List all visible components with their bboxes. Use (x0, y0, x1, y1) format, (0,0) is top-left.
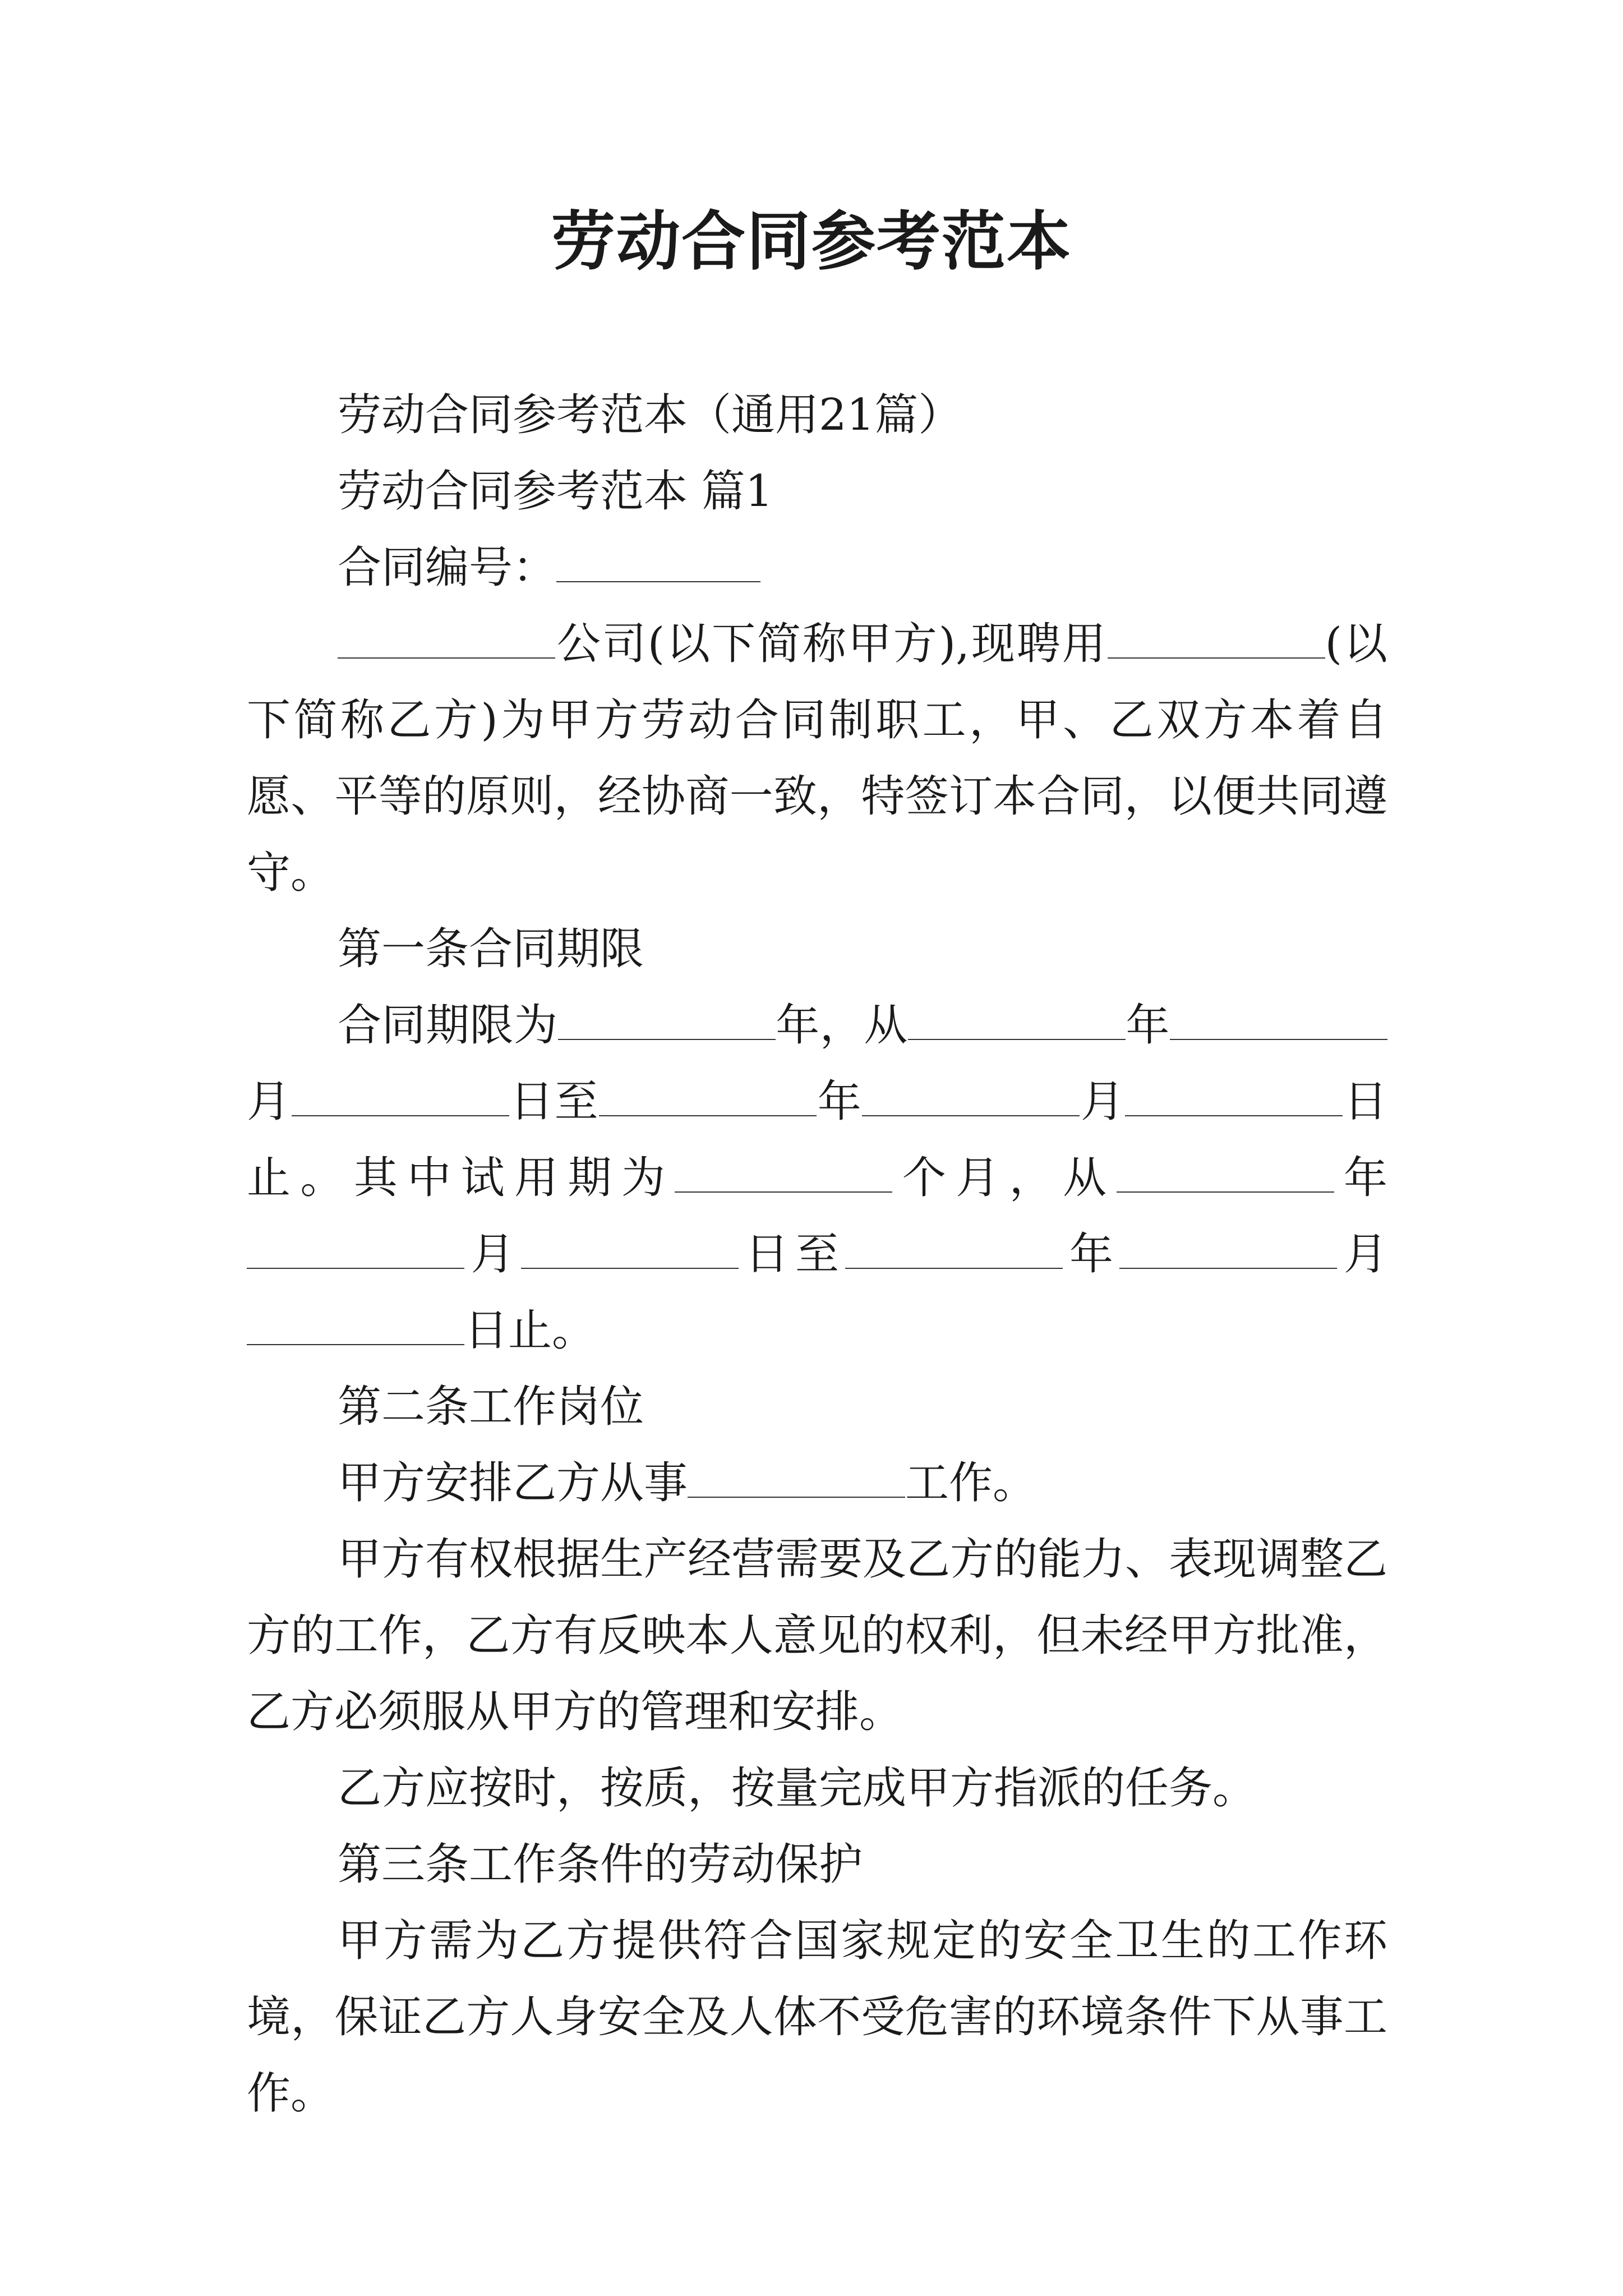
probation-end-month-blank[interactable] (1119, 1234, 1337, 1269)
job-text-2: 工作。 (905, 1458, 1037, 1508)
term-text: 日至 (739, 1229, 846, 1280)
term-text: 年，从 (775, 1000, 908, 1051)
contract-number-line (247, 530, 1387, 606)
end-month-blank[interactable] (862, 1082, 1080, 1116)
probation-start-day-blank[interactable] (521, 1234, 739, 1269)
start-month-blank[interactable] (1170, 1005, 1387, 1040)
term-text: 年 (1125, 1000, 1170, 1051)
job-text-1: 甲方安排乙方从事 (338, 1458, 688, 1508)
probation-start-month-blank[interactable] (247, 1234, 464, 1269)
company-name-blank[interactable] (338, 624, 555, 659)
parties-text-1: 公司(以下简称甲方),现聘用 (555, 619, 1108, 669)
term-text: 年 (817, 1076, 863, 1127)
term-text: 日止。其中试用期为 (247, 1076, 1387, 1203)
article-heading: 第三条工作条件的劳动保护 (338, 1839, 863, 1890)
document-body (247, 377, 1387, 2132)
start-day-blank[interactable] (292, 1082, 509, 1116)
term-text: 合同期限为 (338, 1000, 558, 1051)
probation-end-day-blank[interactable] (247, 1310, 464, 1345)
contract-term-paragraph (247, 987, 1387, 1369)
job-position-blank[interactable] (688, 1463, 905, 1498)
job-position-paragraph (247, 1445, 1387, 1521)
contract-number-label: 合同编号： (338, 542, 557, 593)
section-heading: 劳动合同参考范本 篇1 (338, 466, 773, 517)
parties-text-2: (以下简称乙方)为甲方劳动合同制职工，甲、乙双方本着自愿、平等的原则，经协商一致，特签订本合同，以便共同遵守。 (247, 619, 1387, 898)
article-heading: 第一条合同期限 (338, 924, 644, 974)
employee-name-blank[interactable] (1108, 624, 1325, 659)
body-paragraph: 甲方需为乙方提供符合国家规定的安全卫生的工作环境，保证乙方人身安全及人体不受危害的环境条件下从事工作。 (247, 1916, 1387, 2119)
end-year-blank[interactable] (599, 1082, 817, 1116)
parties-paragraph (247, 606, 1387, 911)
end-day-blank[interactable] (1125, 1082, 1343, 1116)
term-text: 年 (1334, 1153, 1387, 1203)
probation-end-year-blank[interactable] (845, 1234, 1063, 1269)
term-text: 日至 (509, 1076, 600, 1127)
probation-start-year-blank[interactable] (1117, 1158, 1334, 1193)
term-text: 日止。 (464, 1305, 596, 1356)
contract-number-blank[interactable] (556, 547, 760, 582)
term-years-blank[interactable] (558, 1005, 776, 1040)
subtitle-paragraph: 劳动合同参考范本（通用21篇） (338, 390, 962, 440)
probation-months-blank[interactable] (675, 1158, 892, 1193)
term-text: 个月，从 (892, 1153, 1117, 1203)
article-heading: 第二条工作岗位 (338, 1382, 644, 1432)
document-title: 劳动合同参考范本 (551, 204, 1072, 279)
term-text: 月 (1080, 1076, 1126, 1127)
term-text: 月 (1337, 1229, 1387, 1280)
term-text: 月 (247, 1076, 292, 1127)
body-paragraph: 甲方有权根据生产经营需要及乙方的能力、表现调整乙方的工作，乙方有反映本人意见的权利，但未经甲方批准，乙方必须服从甲方的管理和安排。 (247, 1534, 1388, 1737)
term-text: 月 (464, 1229, 521, 1280)
term-text: 年 (1063, 1229, 1120, 1280)
start-year-blank[interactable] (908, 1005, 1126, 1040)
body-paragraph: 乙方应按时，按质，按量完成甲方指派的任务。 (338, 1763, 1257, 1814)
